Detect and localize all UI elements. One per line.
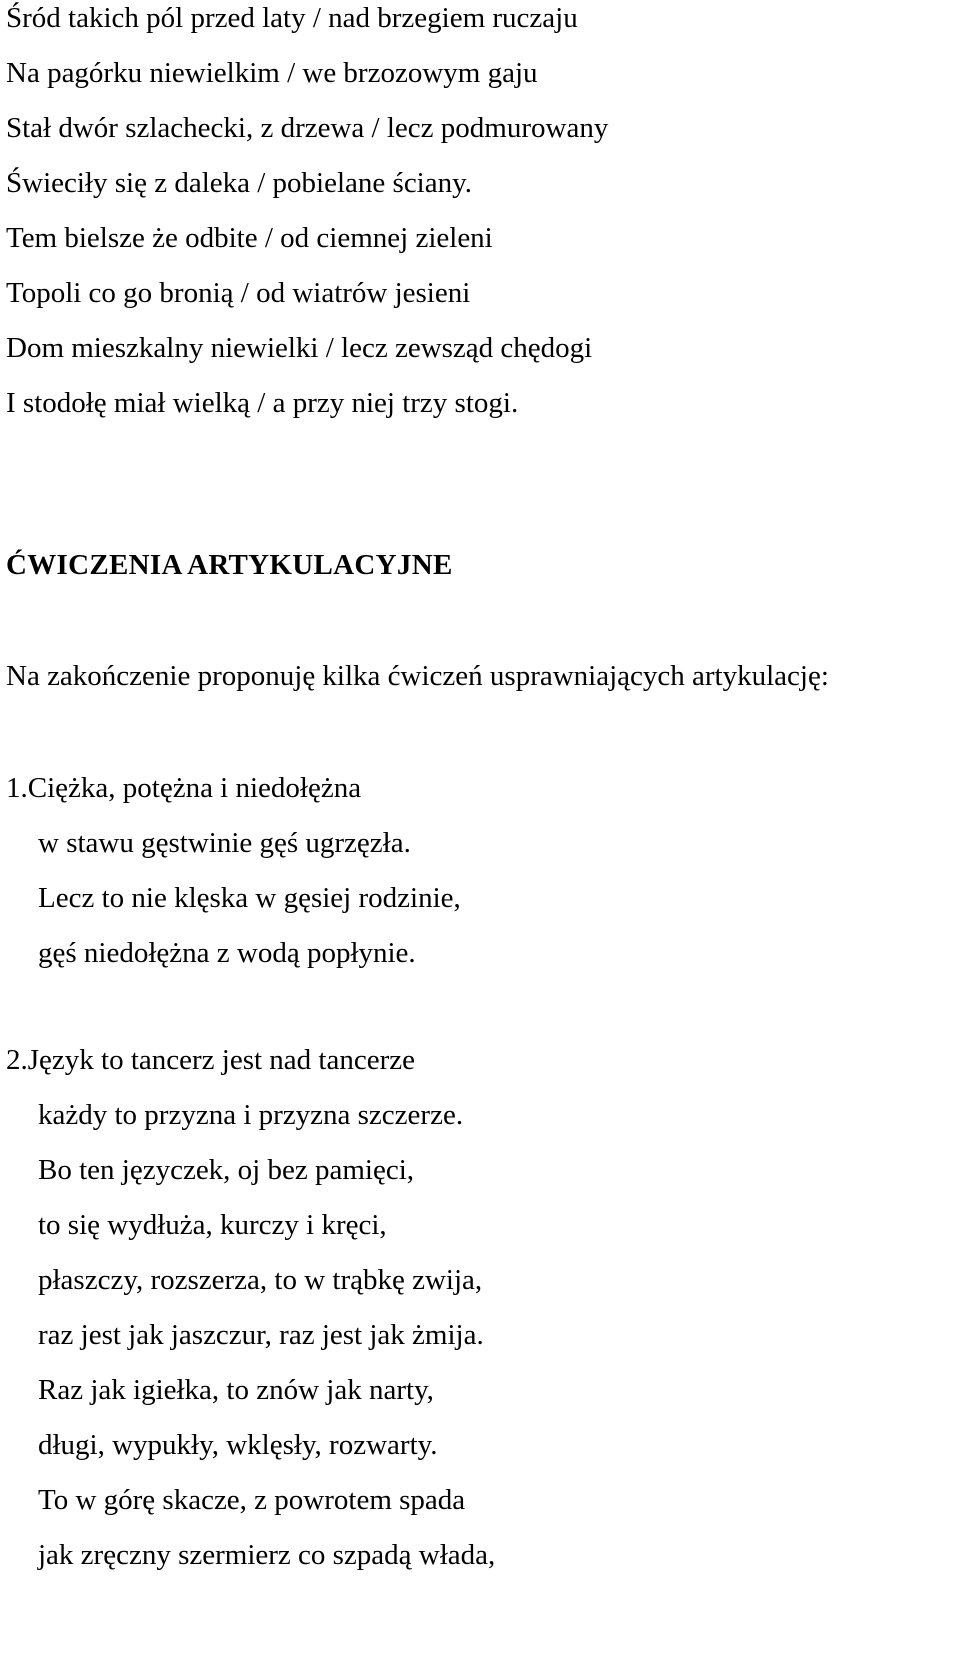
- exercise-2-line: płaszczy, rozszerza, to w trąbkę zwija,: [38, 1264, 483, 1296]
- exercise-1-line: 1.Ciężka, potężna i niedołężna: [6, 772, 362, 804]
- poem-line: Tem bielsze że odbite / od ciemnej zieleni: [6, 222, 493, 254]
- exercise-1-line: w stawu gęstwinie gęś ugrzęzła.: [38, 827, 411, 859]
- exercise-1-line: Lecz to nie klęska w gęsiej rodzinie,: [38, 882, 461, 914]
- exercise-2-line: raz jest jak jaszczur, raz jest jak żmija.: [38, 1319, 484, 1351]
- exercise-2-line: Bo ten języczek, oj bez pamięci,: [38, 1154, 415, 1186]
- exercise-2-line: każdy to przyzna i przyzna szczerze.: [38, 1099, 464, 1131]
- poem-line: I stodołę miał wielką / a przy niej trzy stogi.: [6, 387, 519, 419]
- exercise-2-line: długi, wypukły, wklęsły, rozwarty.: [38, 1429, 438, 1461]
- section-heading: ĆWICZENIA ARTYKULACYJNE: [6, 549, 453, 581]
- exercise-2-line: to się wydłuża, kurczy i kręci,: [38, 1209, 387, 1241]
- poem-line: Śród takich pól przed laty / nad brzegiem ruczaju: [6, 2, 578, 34]
- exercise-2-line: 2.Język to tancerz jest nad tancerze: [6, 1044, 416, 1076]
- poem-line: Świeciły się z daleka / pobielane ściany.: [6, 167, 472, 199]
- poem-line: Na pagórku niewielkim / we brzozowym gaju: [6, 57, 538, 89]
- exercise-1-line: gęś niedołężna z wodą popłynie.: [38, 937, 416, 969]
- section-intro: Na zakończenie proponuję kilka ćwiczeń usprawniających artykulację:: [6, 660, 829, 692]
- exercise-2-line: Raz jak igiełka, to znów jak narty,: [38, 1374, 434, 1406]
- poem-line: Dom mieszkalny niewielki / lecz zewsząd chędogi: [6, 332, 593, 364]
- poem-line: Stał dwór szlachecki, z drzewa / lecz podmurowany: [6, 112, 609, 144]
- exercise-2-line: To w górę skacze, z powrotem spada: [38, 1484, 466, 1516]
- poem-line: Topoli co go bronią / od wiatrów jesieni: [6, 277, 471, 309]
- exercise-2-line: jak zręczny szermierz co szpadą włada,: [38, 1539, 496, 1571]
